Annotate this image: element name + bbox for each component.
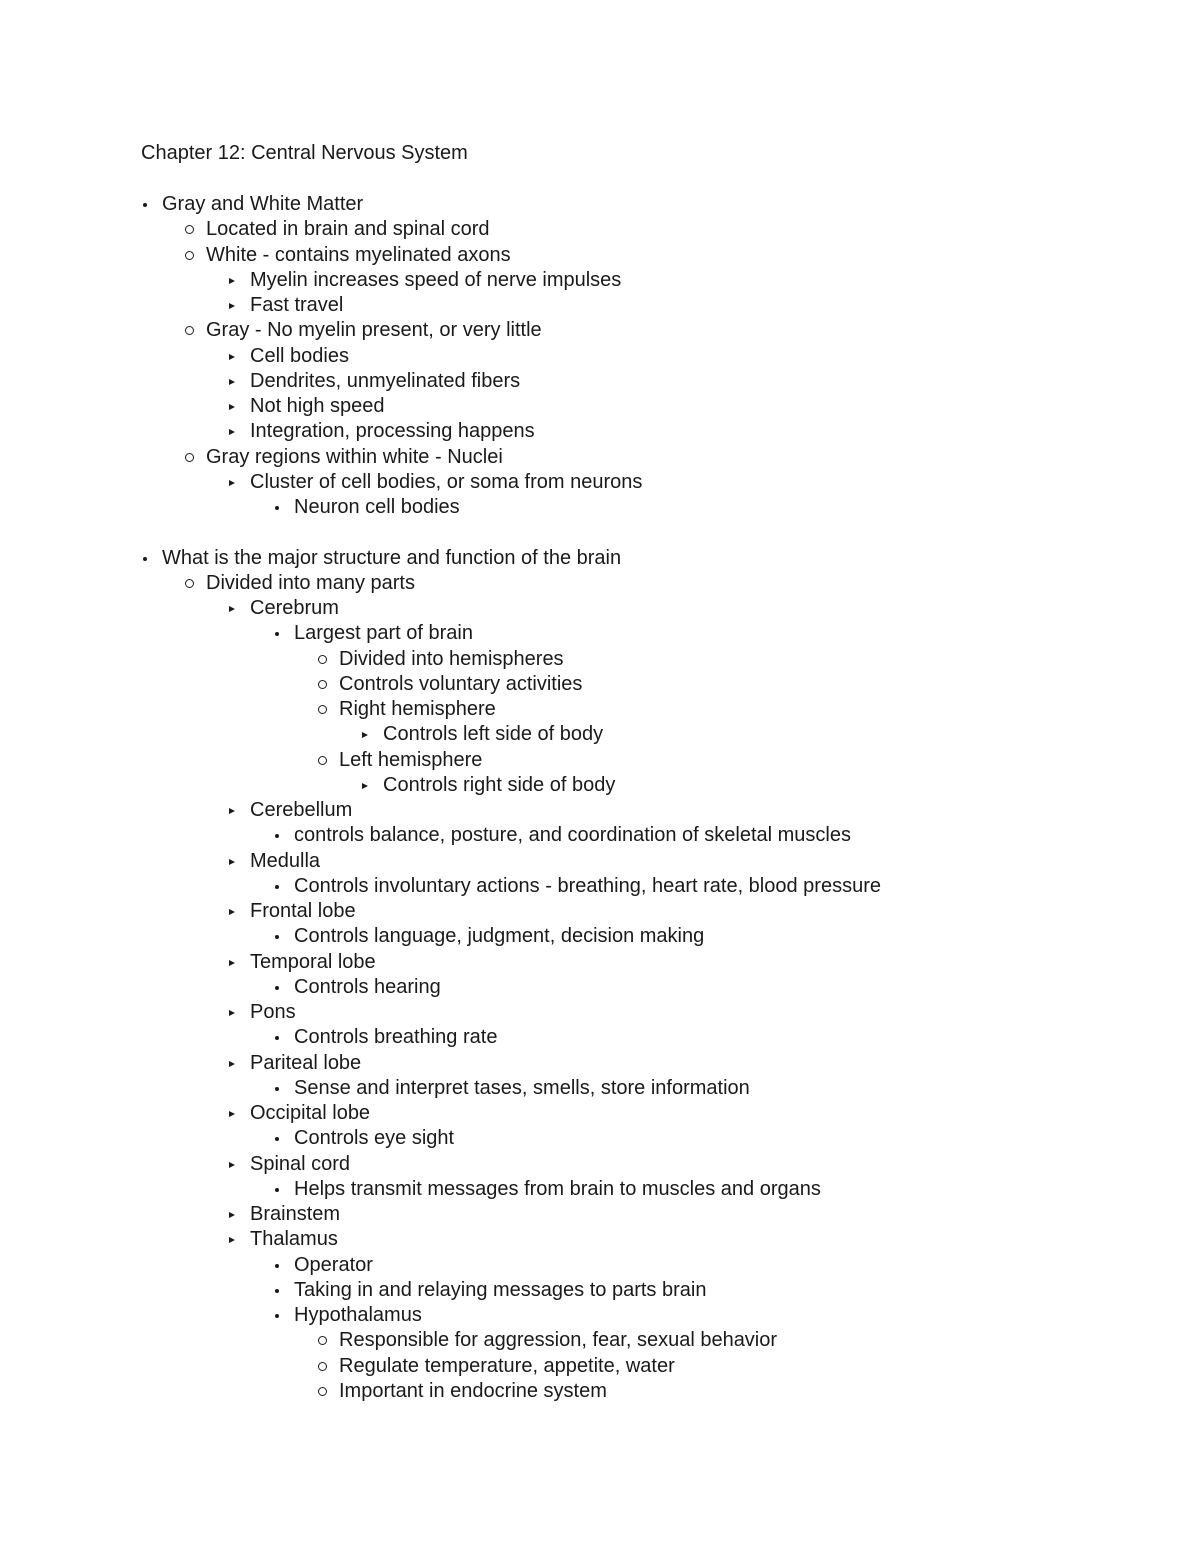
list-item-text: Controls language, judgment, decision making: [294, 925, 705, 947]
bullet-arrow-icon: [229, 369, 245, 394]
list-item-text: Cluster of cell bodies, or soma from neurons: [250, 471, 643, 493]
list-item-text: Controls voluntary activities: [339, 673, 583, 695]
list-item-text: Divided into hemispheres: [339, 648, 564, 670]
document-title: Chapter 12: Central Nervous System: [141, 142, 468, 164]
bullet-arrow-icon: [229, 849, 245, 874]
list-item-text: Controls hearing: [294, 976, 441, 998]
list-item-text: Controls breathing rate: [294, 1026, 498, 1048]
bullet-disc-icon: [273, 1253, 289, 1278]
bullet-arrow-icon: [229, 798, 245, 823]
list-item-text: Integration, processing happens: [250, 420, 535, 442]
list-item-text: Divided into many parts: [206, 572, 415, 594]
bullet-arrow-icon: [229, 419, 245, 444]
bullet-circle-icon: [185, 217, 201, 242]
list-item-text: Myelin increases speed of nerve impulses: [250, 269, 622, 291]
bullet-arrow-icon: [229, 596, 245, 621]
bullet-arrow-icon: [362, 722, 378, 747]
list-item-text: Neuron cell bodies: [294, 496, 460, 518]
list-item-text: Responsible for aggression, fear, sexual behavior: [339, 1329, 778, 1351]
list-item-text: Sense and interpret tases, smells, store information: [294, 1077, 750, 1099]
list-item-text: Regulate temperature, appetite, water: [339, 1355, 675, 1377]
bullet-disc-icon: [273, 975, 289, 1000]
list-item-text: Gray regions within white - Nuclei: [206, 446, 503, 468]
list-item-text: Controls right side of body: [383, 774, 616, 796]
list-item-text: Pons: [250, 1001, 296, 1023]
list-item-text: Controls left side of body: [383, 723, 604, 745]
list-item-text: Cerebrum: [250, 597, 339, 619]
list-item-text: Largest part of brain: [294, 622, 473, 644]
bullet-arrow-icon: [229, 899, 245, 924]
list-item-text: Thalamus: [250, 1228, 338, 1250]
bullet-circle-icon: [318, 647, 334, 672]
list-item-text: Gray and White Matter: [162, 193, 364, 215]
list-item-text: Cerebellum: [250, 799, 353, 821]
list-item-text: Located in brain and spinal cord: [206, 218, 490, 240]
list-item-text: Helps transmit messages from brain to muscles and organs: [294, 1178, 821, 1200]
list-item-text: Brainstem: [250, 1203, 341, 1225]
bullet-arrow-icon: [229, 394, 245, 419]
list-item-text: Important in endocrine system: [339, 1380, 607, 1402]
bullet-disc-icon: [273, 1303, 289, 1328]
bullet-disc-icon: [273, 495, 289, 520]
list-item-text: Right hemisphere: [339, 698, 496, 720]
list-item-text: Spinal cord: [250, 1153, 351, 1175]
list-item-text: White - contains myelinated axons: [206, 244, 511, 266]
list-item-text: Taking in and relaying messages to parts brain: [294, 1279, 707, 1301]
list-item-text: Hypothalamus: [294, 1304, 422, 1326]
bullet-circle-icon: [318, 1379, 334, 1404]
bullet-disc-icon: [273, 1177, 289, 1202]
bullet-disc-icon: [273, 1076, 289, 1101]
list-item-text: Frontal lobe: [250, 900, 356, 922]
list-item-text: Gray - No myelin present, or very little: [206, 319, 542, 341]
bullet-arrow-icon: [229, 1051, 245, 1076]
bullet-arrow-icon: [229, 293, 245, 318]
bullet-arrow-icon: [362, 773, 378, 798]
bullet-disc-icon: [273, 1126, 289, 1151]
bullet-arrow-icon: [229, 1202, 245, 1227]
bullet-disc-icon: [273, 874, 289, 899]
bullet-arrow-icon: [229, 1101, 245, 1126]
bullet-arrow-icon: [229, 470, 245, 495]
list-item-text: Controls involuntary actions - breathing, heart rate, blood pressure: [294, 875, 881, 897]
bullet-disc-icon: [273, 823, 289, 848]
list-item-text: Cell bodies: [250, 345, 349, 367]
list-item-text: Dendrites, unmyelinated fibers: [250, 370, 521, 392]
bullet-circle-icon: [318, 697, 334, 722]
list-item-text: controls balance, posture, and coordination of skeletal muscles: [294, 824, 851, 846]
bullet-arrow-icon: [229, 1152, 245, 1177]
bullet-circle-icon: [185, 571, 201, 596]
bullet-circle-icon: [185, 445, 201, 470]
bullet-arrow-icon: [229, 344, 245, 369]
list-item-text: Occipital lobe: [250, 1102, 371, 1124]
list-item-text: What is the major structure and function of the brain: [162, 547, 622, 569]
bullet-disc-icon: [141, 546, 157, 571]
bullet-circle-icon: [318, 1328, 334, 1353]
bullet-arrow-icon: [229, 268, 245, 293]
list-item-text: Not high speed: [250, 395, 385, 417]
bullet-arrow-icon: [229, 950, 245, 975]
bullet-circle-icon: [318, 672, 334, 697]
list-item-text: Controls eye sight: [294, 1127, 455, 1149]
list-item-text: Fast travel: [250, 294, 344, 316]
bullet-arrow-icon: [229, 1227, 245, 1252]
list-item-text: Left hemisphere: [339, 749, 483, 771]
list-item-text: Medulla: [250, 850, 321, 872]
list-item-text: Pariteal lobe: [250, 1052, 362, 1074]
bullet-disc-icon: [273, 924, 289, 949]
bullet-circle-icon: [185, 318, 201, 343]
bullet-disc-icon: [273, 1025, 289, 1050]
list-item-text: Operator: [294, 1254, 373, 1276]
list-item-text: Temporal lobe: [250, 951, 376, 973]
bullet-circle-icon: [318, 748, 334, 773]
bullet-disc-icon: [273, 1278, 289, 1303]
bullet-circle-icon: [318, 1354, 334, 1379]
bullet-disc-icon: [141, 192, 157, 217]
bullet-disc-icon: [273, 621, 289, 646]
bullet-arrow-icon: [229, 1000, 245, 1025]
bullet-circle-icon: [185, 243, 201, 268]
